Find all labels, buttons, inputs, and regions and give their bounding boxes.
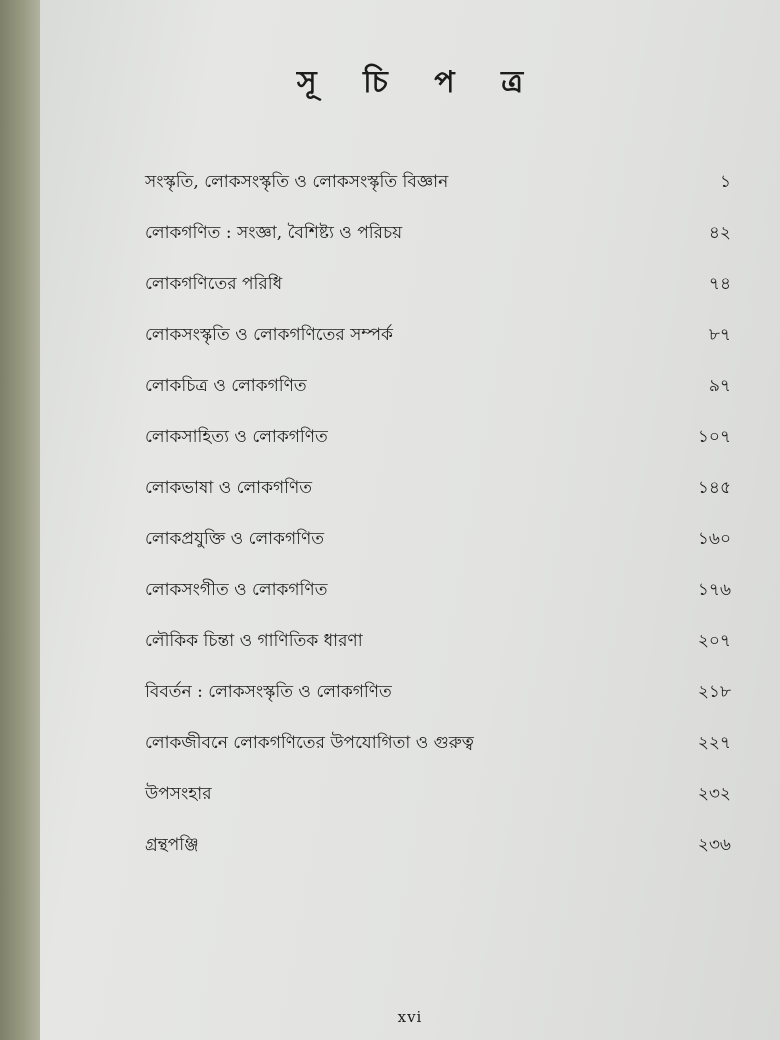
toc-entry xyxy=(145,833,731,884)
toc-entry-title: সংস্কৃতি, লোকসংস্কৃতি ও লোকসংস্কৃতি বিজ্ঞান xyxy=(145,172,449,192)
toc-entry-page: ১৭৬ xyxy=(697,580,731,600)
toc-entry xyxy=(145,374,731,425)
page-title: সূ চি প ত্র xyxy=(296,65,542,100)
toc-entry-title: লোকপ্রযুক্তি ও লোকগণিত xyxy=(145,529,324,549)
toc-entry xyxy=(145,425,731,476)
toc-entry-title: লোকসংগীত ও লোকগণিত xyxy=(145,580,328,600)
toc-entry-page: ২২৭ xyxy=(697,733,731,753)
toc-entry xyxy=(145,629,731,680)
toc-entry xyxy=(145,272,731,323)
toc-entry xyxy=(145,680,731,731)
toc-entry-title: লোকগণিতের পরিধি xyxy=(145,274,283,294)
toc-entry xyxy=(145,323,731,374)
toc-entry-title: লোকজীবনে লোকগণিতের উপযোগিতা ও গুরুত্ব xyxy=(145,733,474,753)
toc-entry-page: ২০৭ xyxy=(697,631,731,651)
toc-entry-title: লোকসাহিত্য ও লোকগণিত xyxy=(145,427,328,447)
toc-entry xyxy=(145,476,731,527)
page-number: xvi xyxy=(397,1008,423,1026)
toc-entry-page: ৭৪ xyxy=(708,274,731,294)
toc-entry xyxy=(145,170,731,221)
toc-entry xyxy=(145,578,731,629)
book-spine-edge xyxy=(0,0,44,1040)
toc-entry-title: বিবর্তন : লোকসংস্কৃতি ও লোকগণিত xyxy=(145,682,392,702)
toc-entry-title: গ্রন্থপঞ্জি xyxy=(145,835,199,855)
toc-entry xyxy=(145,731,731,782)
toc-entry-title: উপসংহার xyxy=(145,784,212,804)
toc-entry-title: লোকগণিত : সংজ্ঞা, বৈশিষ্ট্য ও পরিচয় xyxy=(145,223,403,243)
toc-entry-title: লোকসংস্কৃতি ও লোকগণিতের সম্পর্ক xyxy=(145,325,393,345)
toc-entry-title: লৌকিক চিন্তা ও গাণিতিক ধারণা xyxy=(145,631,363,651)
toc-entry xyxy=(145,782,731,833)
toc-entry xyxy=(145,221,731,272)
toc-entry-page: ১৪৫ xyxy=(697,478,731,498)
toc-entry-page: ১০৭ xyxy=(697,427,731,447)
toc-entry-page: ২৩২ xyxy=(697,784,731,804)
toc-entry-title: লোকভাষা ও লোকগণিত xyxy=(145,478,313,498)
toc-entry-page: ৮৭ xyxy=(708,325,731,345)
toc-entry-title: লোকচিত্র ও লোকগণিত xyxy=(145,376,307,396)
toc-entry-page: ১৬০ xyxy=(697,529,731,549)
toc-entry xyxy=(145,527,731,578)
toc-entry-page: ৯৭ xyxy=(708,376,731,396)
book-page xyxy=(40,0,780,1040)
toc-entry-page: ২১৮ xyxy=(697,682,731,702)
toc-entry-page: ৪২ xyxy=(708,223,731,243)
toc-entry-page: ১ xyxy=(719,172,731,192)
table-of-contents xyxy=(145,170,731,884)
toc-entry-page: ২৩৬ xyxy=(697,835,731,855)
